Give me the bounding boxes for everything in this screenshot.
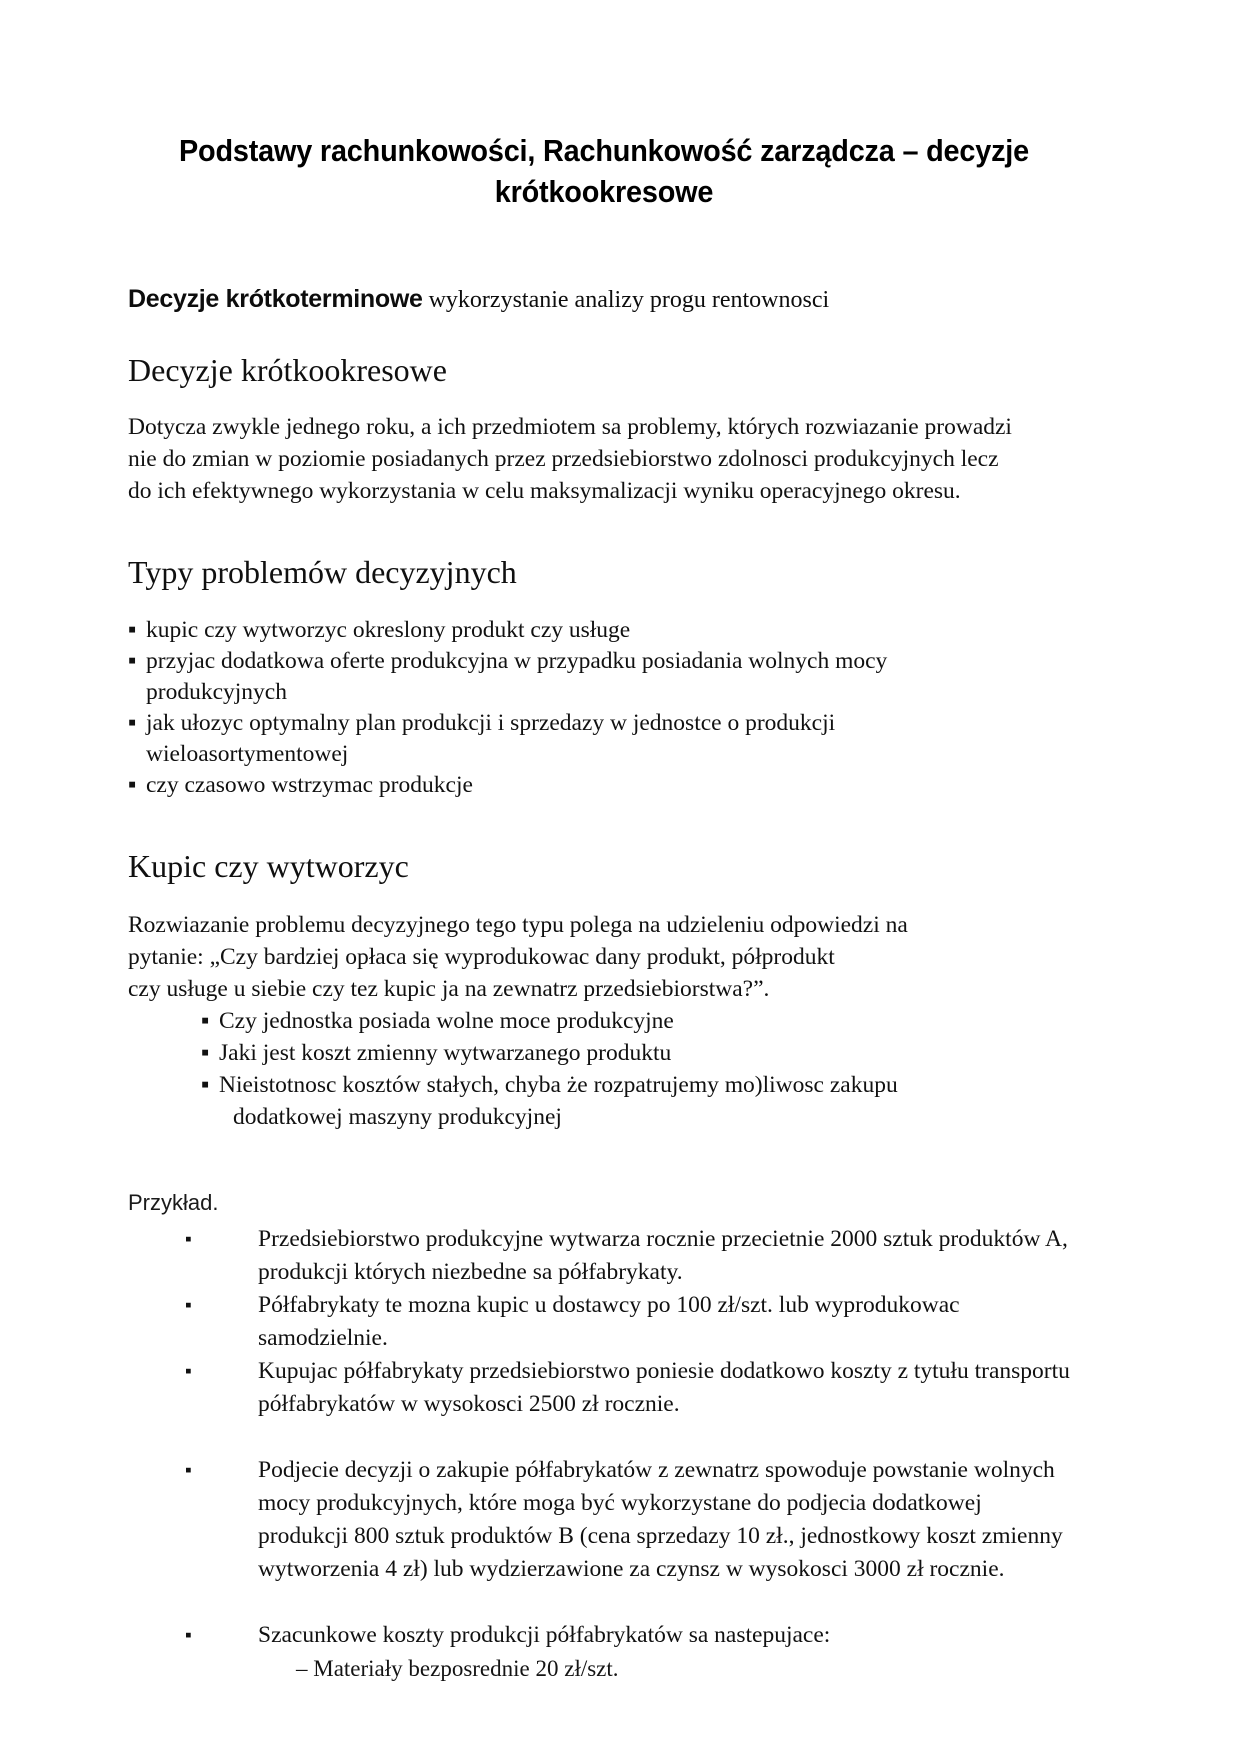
paragraph-line: do ich efektywnego wykorzystania w celu maksymalizacji wyniku operacyjnego okresu.	[128, 478, 961, 504]
list-item	[185, 1289, 1080, 1355]
list-item-text-wrap: samodzielnie.	[258, 1325, 388, 1351]
square-bullet-icon: ▪	[185, 1361, 192, 1382]
square-bullet-icon: ▪	[128, 617, 137, 643]
list-item-text: Szacunkowe koszty produkcji półfabrykatów sa nastepujace:	[258, 1622, 831, 1648]
list-item-text: przyjac dodatkowa oferte produkcyjna w przypadku posiadania wolnych mocy	[146, 648, 888, 674]
square-bullet-icon: ▪	[185, 1295, 192, 1316]
square-bullet-icon: ▪	[201, 1008, 210, 1034]
list-item-text: Podjecie decyzji o zakupie półfabrykatów z zewnatrz spowoduje powstanie wolnych	[258, 1457, 1055, 1483]
page-title-line-2: krótkookresowe	[494, 174, 714, 209]
list-item-text-wrap: wieloasortymentowej	[146, 741, 349, 767]
paragraph-line: nie do zmian w poziomie posiadanych przez przedsiebiorstwo zdolnosci produkcyjnych lecz	[128, 446, 999, 472]
page-title	[161, 0, 1046, 212]
lede-line	[128, 212, 1080, 315]
list-item	[201, 1037, 1080, 1069]
list-item-text-wrap: mocy produkcyjnych, które moga być wykorzystane do podjecia dodatkowej	[258, 1490, 982, 1516]
square-bullet-icon: ▪	[201, 1040, 210, 1066]
typy-bullet-list	[128, 591, 1080, 801]
paragraph-line: pytanie: „Czy bardziej opłaca się wyprodukowac dany produkt, półprodukt	[128, 944, 835, 970]
przyklad-example-list	[128, 1217, 1080, 1652]
list-item	[128, 615, 1080, 646]
list-item-text-wrap: produkcyjnych	[146, 679, 287, 705]
list-item-text: Czy jednostka posiada wolne moce produkcyjne	[219, 1008, 674, 1034]
lede-rest-text: wykorzystanie analizy progu rentownosci	[422, 287, 830, 313]
square-bullet-icon: ▪	[128, 648, 137, 674]
paragraph-line: Dotycza zwykle jednego roku, a ich przedmiotem sa problemy, których rozwiazanie prowadzi	[128, 414, 1012, 440]
lede-strong-text: Decyzje krótkoterminowe	[128, 285, 423, 313]
list-item-text: Nieistotnosc kosztów stałych, chyba że rozpatrujemy mo)liwosc zakupu	[219, 1072, 898, 1098]
list-item	[128, 708, 1080, 770]
square-bullet-icon: ▪	[128, 710, 137, 736]
section-heading-kupic: Kupic czy wytworzyc	[128, 848, 409, 884]
list-item-text: Przedsiebiorstwo produkcyjne wytwarza rocznie przecietnie 2000 sztuk produktów A,	[258, 1226, 1068, 1252]
square-bullet-icon: ▪	[185, 1229, 192, 1250]
list-item-text: kupic czy wytworzyc okreslony produkt czy usługe	[146, 617, 631, 643]
square-bullet-icon: ▪	[201, 1072, 210, 1098]
list-item-text-wrap: dodatkowej maszyny produkcyjnej	[233, 1104, 562, 1130]
list-item-text: Półfabrykaty te mozna kupic u dostawcy po 100 zł/szt. lub wyprodukowac	[258, 1292, 960, 1318]
paragraph-krotkookresowe	[128, 389, 1080, 507]
paragraph-line: czy usługe u siebie czy tez kupic ja na zewnatrz przedsiebiorstwa?”.	[128, 976, 770, 1002]
list-item-text: czy czasowo wstrzymac produkcje	[146, 772, 473, 798]
list-item	[185, 1619, 1080, 1652]
list-item	[185, 1223, 1080, 1289]
list-item-text: Kupujac półfabrykaty przedsiebiorstwo poniesie dodatkowo koszty z tytułu transportu	[258, 1358, 1070, 1384]
list-item-text-wrap: wytworzenia 4 zł) lub wydzierzawione za czynsz w wysokosci 3000 zł rocznie.	[258, 1556, 1005, 1582]
list-item	[128, 770, 1080, 801]
square-bullet-icon: ▪	[128, 772, 137, 798]
kupic-sub-bullet-list	[128, 1005, 1080, 1133]
list-item	[128, 646, 1080, 708]
paragraph-line: Rozwiazanie problemu decyzyjnego tego typu polega na udzieleniu odpowiedzi na	[128, 912, 908, 938]
square-bullet-icon: ▪	[185, 1460, 192, 1481]
section-heading-typy: Typy problemów decyzyjnych	[128, 554, 517, 590]
przyklad-dash-item: – Materiały bezposrednie 20 zł/szt.	[296, 1656, 619, 1681]
page-title-line-1: Podstawy rachunkowości, Rachunkowość zarządcza – decyzje	[179, 133, 1029, 168]
list-item	[201, 1005, 1080, 1037]
list-item	[185, 1454, 1080, 1586]
list-item	[185, 1355, 1080, 1421]
paragraph-kupic	[128, 885, 1080, 1005]
list-item-text-wrap: produkcji których niezbedne sa półfabrykaty.	[258, 1259, 683, 1285]
section-heading-krotkookresowe: Decyzje krótkookresowe	[128, 352, 447, 388]
list-item-text: Jaki jest koszt zmienny wytwarzanego produktu	[219, 1040, 672, 1066]
square-bullet-icon: ▪	[185, 1625, 192, 1646]
list-item	[201, 1069, 1080, 1133]
list-item-text-wrap: półfabrykatów w wysokosci 2500 zł rocznie.	[258, 1391, 680, 1417]
page-content-column	[128, 0, 1080, 1685]
list-item-text-wrap: produkcji 800 sztuk produktów B (cena sprzedazy 10 zł., jednostkowy koszt zmienny	[258, 1523, 1063, 1549]
list-item-text: jak ułozyc optymalny plan produkcji i sprzedazy w jednostce o produkcji	[146, 710, 836, 736]
przyklad-label: Przykład.	[128, 1190, 219, 1215]
